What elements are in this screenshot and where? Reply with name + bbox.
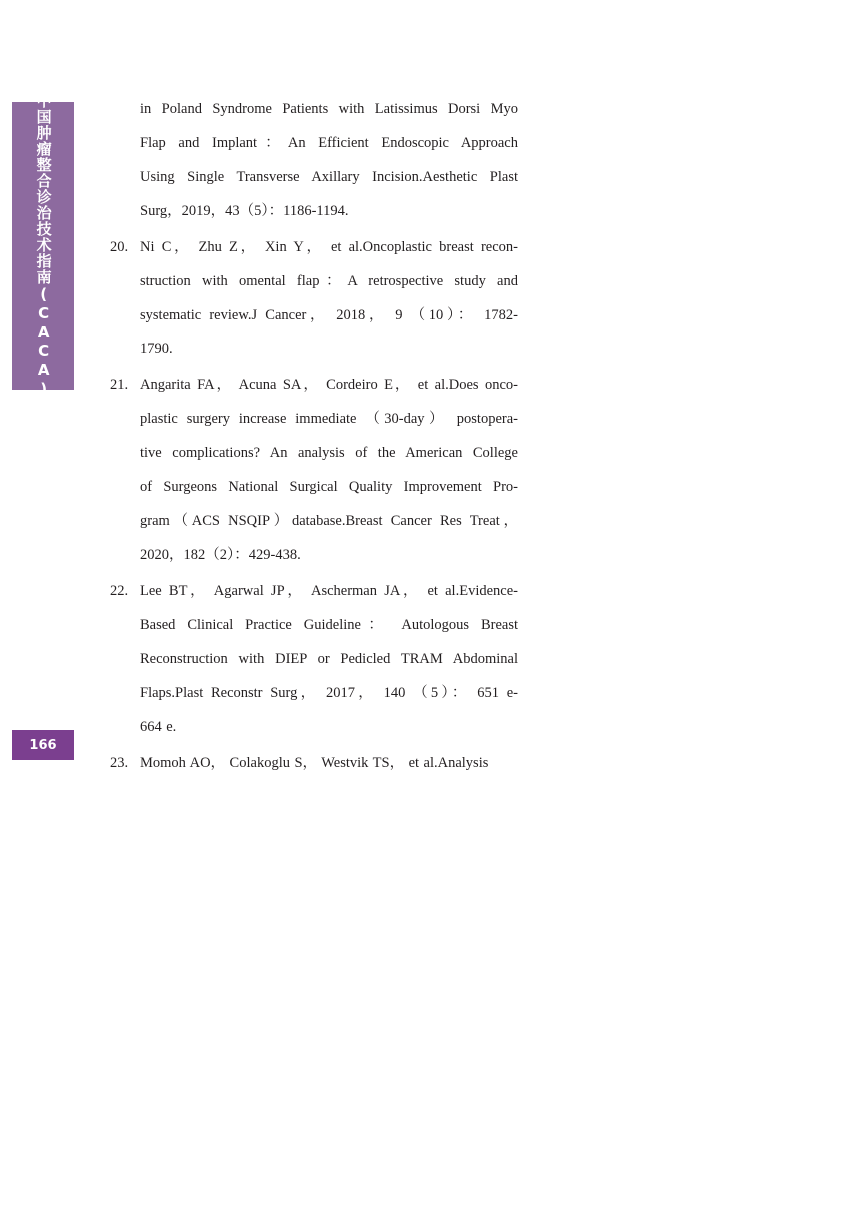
reference-line: Angarita FA， Acuna SA， Cordeiro E， et al.Does onco- (140, 377, 518, 393)
reference-line: Reconstruction with DIEP or Pedicled TRAM Abdominal (140, 651, 518, 667)
reference-text (140, 368, 518, 572)
reference-line: Ni C， Zhu Z， Xin Y， et al.Oncoplastic breast recon- (140, 239, 518, 255)
side-running-head (12, 93, 74, 399)
reference-number: 21. (110, 377, 129, 393)
page-number-badge (12, 730, 74, 760)
side-running-head-label: 中国肿瘤整合诊治技术指南(CACA) (34, 93, 53, 399)
reference-number: 20. (110, 239, 129, 255)
reference-line: of Surgeons National Surgical Quality Improvement Pro- (140, 479, 518, 495)
reference-line: struction with omental flap：A retrospective study and (140, 273, 518, 289)
reference-line: gram（ACS NSQIP）database.Breast Cancer Res Treat， (140, 513, 518, 529)
reference-line: Surg，2019，43（5）：1186-1194. (140, 203, 349, 219)
reference-line: plastic surgery increase immediate （30-day） postopera- (140, 411, 518, 427)
reference-line: Using Single Transverse Axillary Incision.Aesthetic Plast (140, 169, 518, 185)
reference-line: tive complications? An analysis of the American College (140, 445, 518, 461)
reference-line: 664 e. (140, 719, 177, 735)
reference-item (110, 746, 518, 780)
reference-line: Flaps.Plast Reconstr Surg， 2017， 140 （5）： 651 e- (140, 685, 518, 701)
reference-line: systematic review.J Cancer， 2018， 9 （10）： 1782- (140, 307, 518, 323)
reference-line: Flap and Implant：An Efficient Endoscopic Approach (140, 135, 518, 151)
reference-text (140, 230, 518, 366)
reference-item (110, 92, 518, 228)
reference-line: Lee BT， Agarwal JP， Ascherman JA， et al.Evidence- (140, 583, 518, 599)
reference-number: 22. (110, 583, 129, 599)
reference-text (140, 746, 518, 780)
reference-line: Based Clinical Practice Guideline： Autologous Breast (140, 617, 518, 633)
reference-list (110, 92, 518, 782)
reference-item (110, 368, 518, 572)
page-number-label: 166 (29, 737, 57, 753)
reference-item (110, 230, 518, 366)
reference-text (140, 574, 518, 744)
reference-text (140, 92, 518, 228)
reference-item (110, 574, 518, 744)
reference-line: 2020，182（2）：429-438. (140, 547, 301, 563)
reference-number: 23. (110, 755, 129, 771)
reference-line: 1790. (140, 341, 173, 357)
reference-line: in Poland Syndrome Patients with Latissimus Dorsi Myo (140, 101, 518, 117)
reference-line: Momoh AO， Colakoglu S， Westvik TS， et al.Analysis (140, 755, 489, 771)
